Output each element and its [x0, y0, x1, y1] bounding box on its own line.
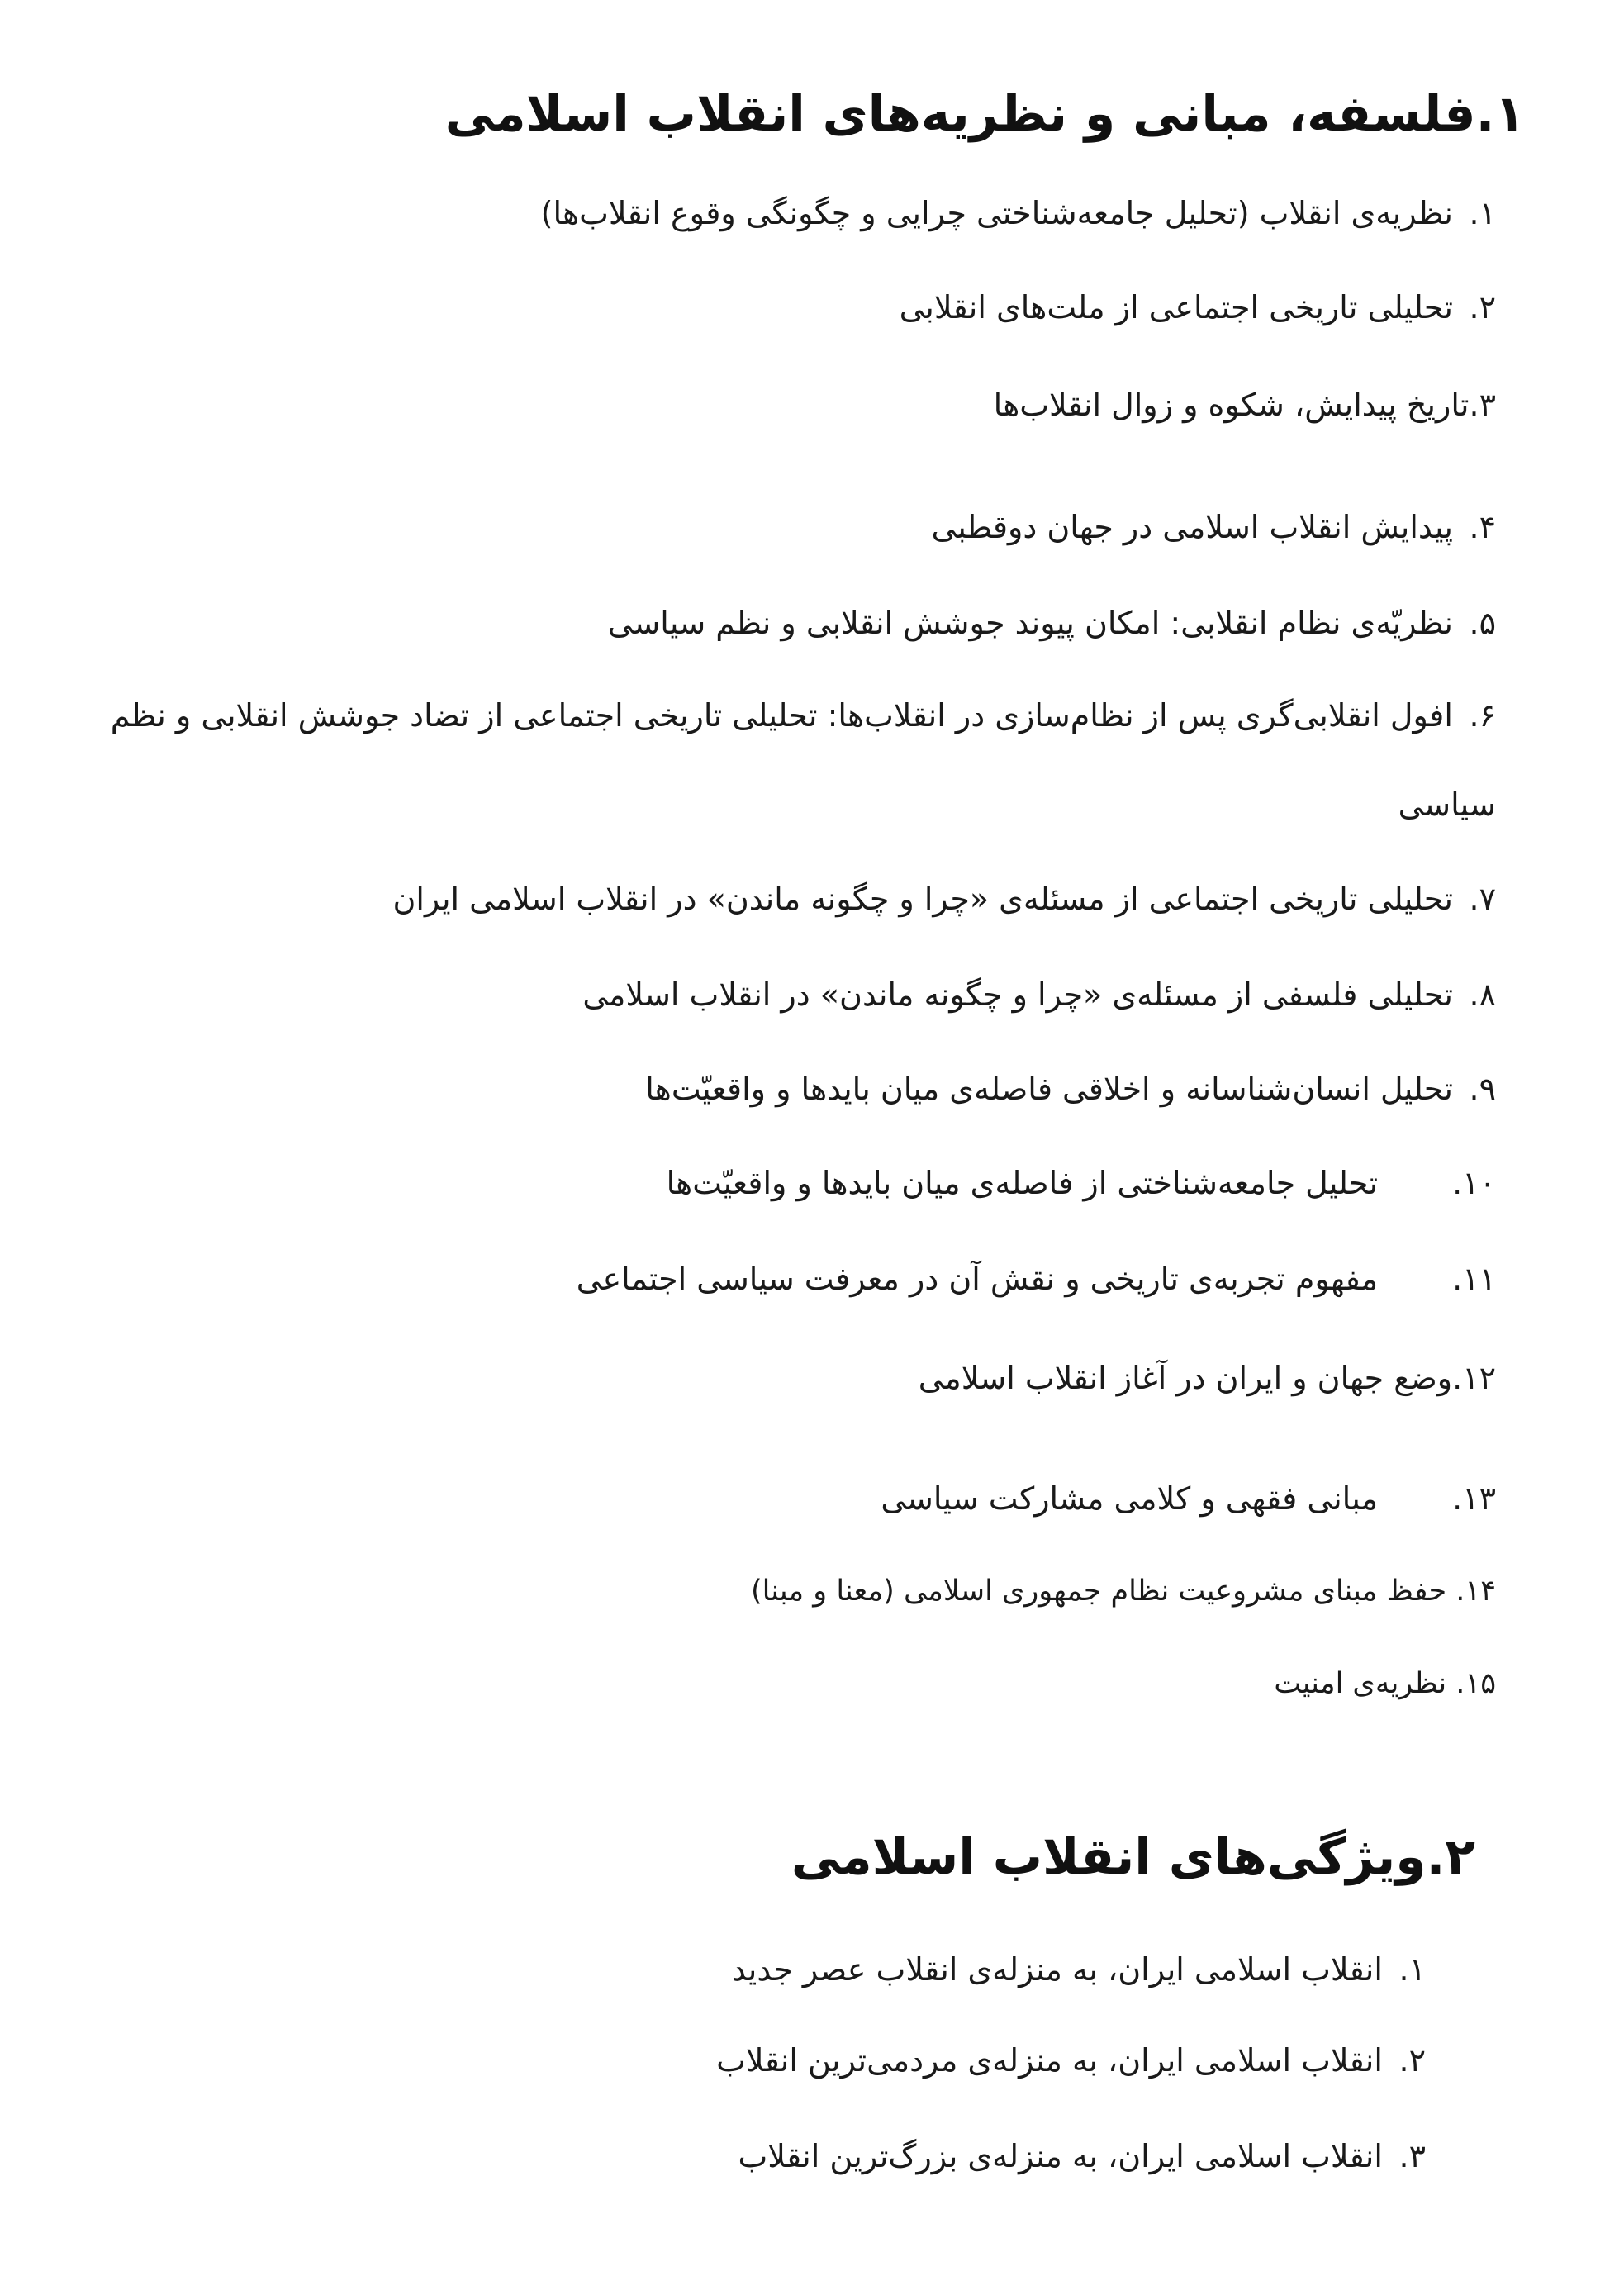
list-item-text: تاریخ پیدایش، شکوه و زوال انقلاب‌ها	[993, 387, 1470, 423]
list-item-1-6	[17, 671, 1496, 849]
list-item-1-15	[1274, 1639, 1496, 1728]
list-item-1-14	[751, 1546, 1496, 1636]
list-item-number: ۱.	[1398, 1951, 1426, 1988]
list-item-text: انقلاب اسلامی ایران، به منزله‌ی انقلاب عصر جدید	[731, 1951, 1383, 1988]
list-item-number: ۳.	[1469, 387, 1496, 423]
list-item-text: تحلیل جامعه‌شناختی از فاصله‌ی میان بایدها و واقعیّت‌ها	[666, 1165, 1379, 1201]
list-item-text: مفهوم تجربه‌ی تاریخی و نقش آن در معرفت سیاسی اجتماعی	[576, 1261, 1379, 1297]
list-item-number: ۳.	[1398, 2138, 1426, 2174]
list-item-number: ۹.	[1469, 1071, 1496, 1107]
list-item-number: ۴.	[1469, 509, 1496, 545]
list-item-text: پیدایش انقلاب اسلامی در جهان دوقطبی	[931, 509, 1453, 545]
list-item-text: نظریّه‌ی نظام انقلابی: امکان پیوند جوشش انقلابی و نظم سیاسی	[607, 605, 1453, 641]
list-item-2-1	[732, 1925, 1426, 2014]
list-item-text: تحلیلی تاریخی اجتماعی از مسئله‌ی «چرا و چگونه ماندن» در انقلاب اسلامی ایران	[392, 881, 1453, 917]
list-item-1-10	[667, 1138, 1496, 1228]
list-item-1-2	[900, 263, 1496, 352]
list-item-text: نظریه‌ی امنیت	[1274, 1667, 1447, 1700]
section-1-title: ۱.فلسفه، مبانی و نظریه‌های انقلاب اسلامی	[444, 85, 1525, 143]
list-item-number: ۸.	[1469, 976, 1496, 1013]
list-item-number: ۲.	[1469, 289, 1496, 325]
list-item-number: ۱۴.	[1455, 1575, 1496, 1608]
list-item-number: ۱۵.	[1455, 1667, 1496, 1700]
list-item-text: تحلیل انسان‌شناسانه و اخلاقی فاصله‌ی میان بایدها و واقعیّت‌ها	[645, 1071, 1453, 1107]
list-item-text: انقلاب اسلامی ایران، به منزله‌ی بزرگ‌ترین انقلاب	[738, 2138, 1383, 2174]
list-item-text: نظریه‌ی انقلاب (تحلیل جامعه‌شناختی چرایی و چگونگی وقوع انقلاب‌ها)	[540, 195, 1453, 231]
list-item-1-12	[919, 1333, 1496, 1423]
list-item-1-9	[645, 1044, 1496, 1133]
list-item-text: حفظ مبنای مشروعیت نظام جمهوری اسلامی (معنا و مبنا)	[750, 1575, 1447, 1608]
list-item-2-2	[716, 2016, 1426, 2105]
list-item-1-8	[582, 950, 1496, 1039]
list-item-text: افول انقلابی‌گری پس از نظام‌سازی در انقلاب‌ها: تحلیلی تاریخی اجتماعی از تضاد جوشش انقلابی و نظم سیاسی	[110, 697, 1496, 823]
list-item-number: ۵.	[1469, 605, 1496, 641]
list-item-text: تحلیلی فلسفی از مسئله‌ی «چرا و چگونه ماندن» در انقلاب اسلامی	[582, 976, 1453, 1013]
list-item-1-11	[577, 1234, 1496, 1323]
list-item-1-13	[881, 1454, 1496, 1543]
list-item-1-1	[541, 169, 1496, 258]
list-item-number: ۱۲.	[1452, 1360, 1496, 1396]
list-item-number: ۷.	[1469, 881, 1496, 917]
list-item-1-5	[608, 578, 1496, 668]
list-item-1-4	[932, 482, 1496, 572]
list-item-1-7	[393, 854, 1496, 943]
list-item-text: مبانی فقهی و کلامی مشارکت سیاسی	[881, 1480, 1379, 1517]
list-item-text: انقلاب اسلامی ایران، به منزله‌ی مردمی‌ترین انقلاب	[716, 2042, 1383, 2079]
list-item-number: ۱۳.	[1452, 1480, 1496, 1517]
section-2-title: ۲.ویژگی‌های انقلاب اسلامی	[791, 1828, 1475, 1886]
list-item-number: ۶.	[1469, 697, 1496, 734]
list-item-2-3	[738, 2112, 1427, 2201]
list-item-text: تحلیلی تاریخی اجتماعی از ملت‌های انقلابی	[899, 289, 1453, 325]
list-item-1-3	[994, 360, 1496, 449]
list-item-number: ۱.	[1469, 195, 1496, 231]
list-item-number: ۱۱.	[1452, 1261, 1496, 1297]
list-item-number: ۲.	[1398, 2042, 1426, 2079]
list-item-text: وضع جهان و ایران در آغاز انقلاب اسلامی	[918, 1360, 1453, 1396]
list-item-number: ۱۰.	[1452, 1165, 1496, 1201]
